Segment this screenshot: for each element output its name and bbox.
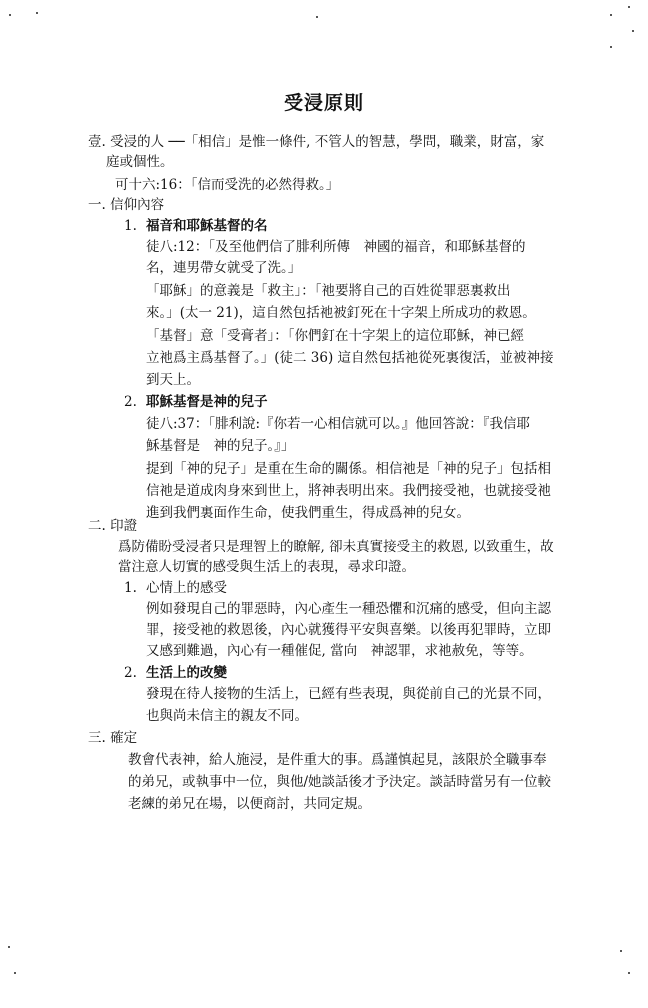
evidence-item-1-line-1: 例如發現自己的罪惡時，內心產生一種恐懼和沉痛的感受，但向主認 [146, 601, 551, 617]
evidence-item-1-title: 心情上的感受 [146, 580, 227, 596]
subsection-a-heading: 一. 信仰內容 [88, 197, 165, 213]
section-2-intro-line-1: 爲防備盼受浸者只是理智上的瞭解, 卻未真實接受主的救恩, 以致重生，故 [118, 539, 554, 555]
scan-speck [36, 12, 38, 14]
scan-speck [628, 6, 630, 8]
page-title: 受浸原則 [283, 92, 364, 114]
item-1-line-4: 來。」(太一 21)，這自然包括祂被釘死在十字架上所成功的救恩。 [146, 305, 536, 321]
evidence-item-2-line-2: 也與尚未信主的親友不同。 [146, 708, 308, 724]
evidence-item-2-number: 2. [124, 665, 137, 681]
evidence-item-2-line-1: 發現在待人接物的生活上，已經有些表現，與從前自己的光景不同， [146, 686, 551, 702]
scan-speck [8, 946, 10, 948]
item-2-line-2: 穌基督是 神的兒子。』」 [146, 438, 295, 454]
item-1-line-2: 名，連男帶女就受了洗。」 [146, 260, 302, 276]
item-2-number: 2. [124, 394, 137, 410]
scan-speck [14, 972, 16, 974]
scan-speck [316, 16, 318, 18]
item-2-line-3: 提到「神的兒子」是重在生命的關係。相信祂是「神的兒子」包括相 [146, 461, 551, 477]
item-2-line-5: 進到我們裏面作生命，使我們重生，得成爲神的兒女。 [146, 505, 470, 521]
section-2-intro-line-2: 當注意人切實的感受與生活上的表現，尋求印證。 [118, 559, 415, 575]
scan-speck [632, 30, 634, 32]
evidence-item-1-number: 1. [124, 580, 137, 596]
item-2-line-4: 信祂是道成肉身來到世上，將神表明出來。我們接受祂，也就接受祂 [146, 483, 551, 499]
item-1-line-3: 「耶穌」的意義是「救主」：「祂要將自己的百姓從罪惡裏救出 [146, 283, 511, 299]
scan-speck [620, 950, 622, 952]
item-1-line-1: 徒八:12：「及至他們信了腓利所傳 神國的福音，和耶穌基督的 [146, 239, 526, 255]
section-1-verse: 可十六:16：「信而受洗的必然得救。」 [115, 177, 340, 193]
section-3-heading: 三. 確定 [88, 730, 138, 746]
item-1-title: 福音和耶穌基督的名 [146, 218, 268, 234]
scan-speck [9, 14, 11, 16]
item-1-line-7: 到天上。 [146, 372, 200, 388]
scan-speck [610, 46, 612, 48]
scan-speck [628, 972, 630, 974]
section-3-line-3: 老練的弟兄在場，以便商討，共同定規。 [128, 796, 371, 812]
item-1-line-6: 立祂爲主爲基督了。」(徒二 36) 這自然包括祂從死裏復活，並被神接 [146, 350, 554, 366]
section-1-heading-line-2: 庭或個性。 [106, 154, 174, 170]
section-3-line-1: 教會代表神，給人施浸，是件重大的事。爲謹慎起見，該限於全職事奉 [128, 752, 547, 768]
scan-speck [610, 14, 612, 16]
section-3-line-2: 的弟兄，或執事中一位，與他/她談話後才予決定。談話時當另有一位較 [128, 774, 552, 790]
evidence-item-1-line-2: 罪，接受祂的救恩後，內心就獲得平安與喜樂。以後再犯罪時，立即 [146, 622, 551, 638]
evidence-item-2-title: 生活上的改變 [146, 665, 227, 681]
section-1-heading-line-1: 壹. 受浸的人 ──「相信」是惟一條件, 不管人的智慧，學問，職業，財富，家 [88, 134, 545, 150]
evidence-item-1-line-3: 又感到難過，內心有一種催促, 當向 神認罪，求祂赦免，等等。 [146, 643, 533, 659]
section-2-heading: 二. 印證 [88, 518, 138, 534]
item-2-line-1: 徒八:37：「腓利說:『你若一心相信就可以。』他回答說：『我信耶 [146, 416, 531, 432]
item-1-number: 1. [124, 218, 137, 234]
item-1-line-5: 「基督」意「受膏者」：「你們釘在十字架上的這位耶穌，神已經 [146, 328, 524, 344]
item-2-title: 耶穌基督是神的兒子 [146, 394, 268, 410]
